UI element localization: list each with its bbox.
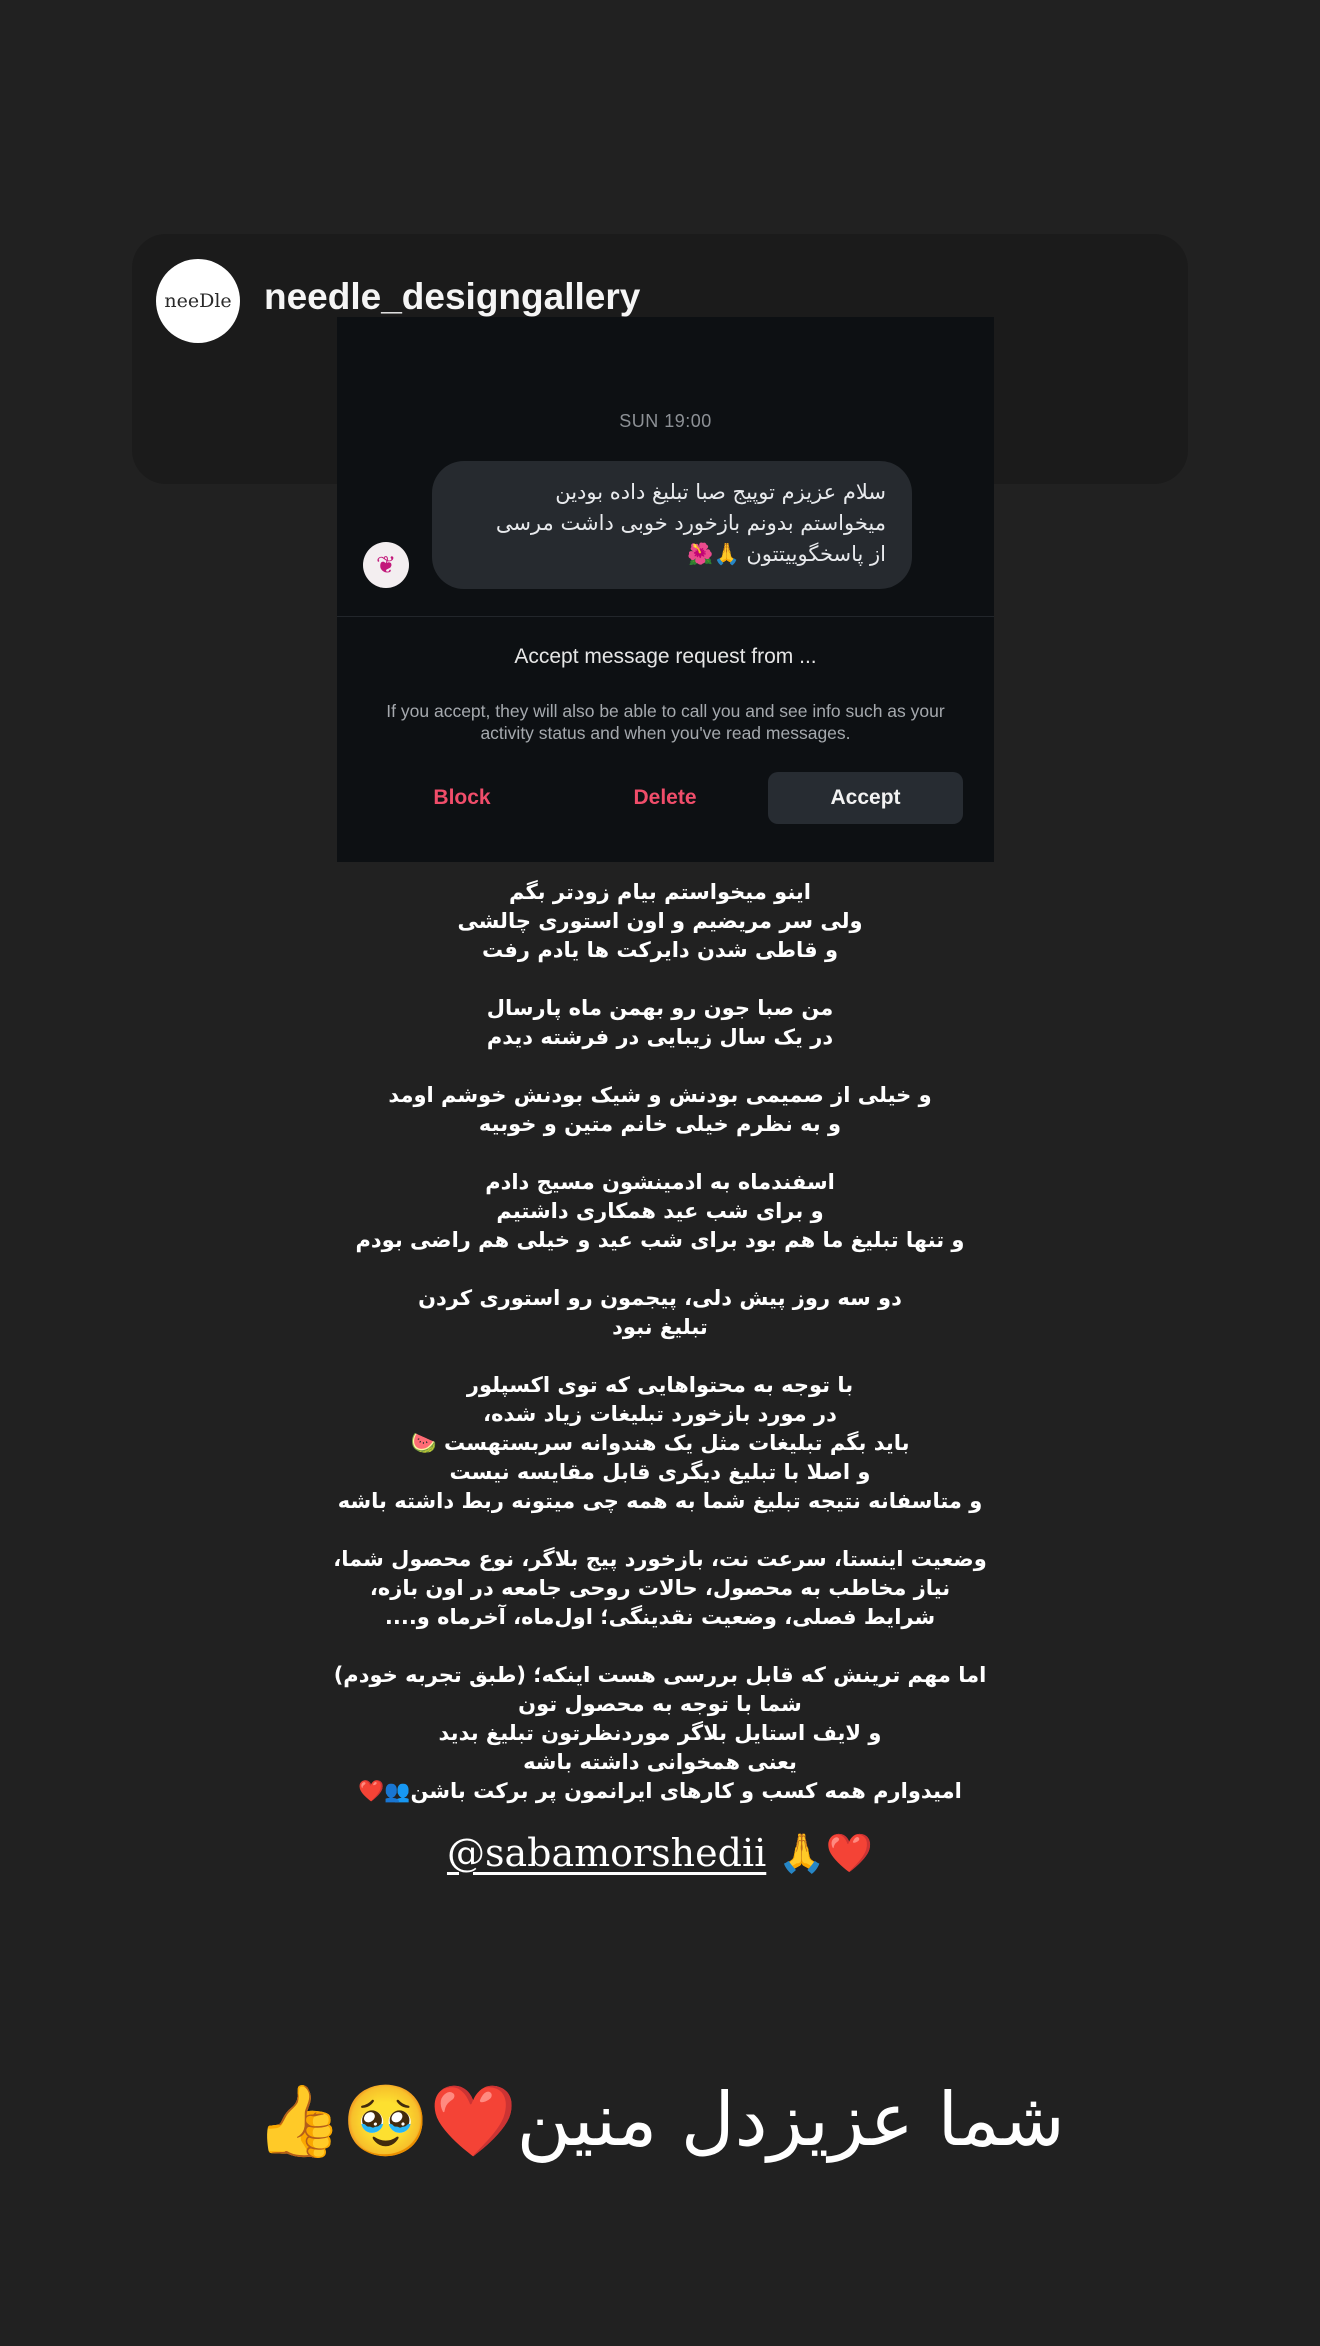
request-title: Accept message request from ... [514,645,817,668]
divider [337,616,994,617]
profile-avatar[interactable] [156,259,240,343]
caption-text: شما عزیزدل منین [516,2077,1065,2163]
message-timestamp: SUN 19:00 [619,411,712,431]
story-body-text: اینو میخواستم بیام زودتر بگم ولی سر مریضیم و اون استوری چالشی و قاطی شدن دایرکت ها یادم رفت من صبا جون رو بهمن ماه پارسال در یک سال زیبایی در فرشته دیدم و خیلی از صمیمی بودنش و شیک بودنش خوشم اومد و به نظرم خیلی خانم متین و خوبیه اسفندماه به ادمینشون مسیج دادم و برای شب عید همکاری داشتیم و تنها تبلیغ ما هم بود برای شب عید و خیلی هم راضی بودم دو سه روز پیش دلی، پیجمون رو استوری کردن تبلیغ نبود با توجه به محتواهایی که توی اکسپلور در مورد بازخورد تبلیغات زیاد شده، باید بگم تبلیغات مثل یک هندوانه سربستهست 🍉 و اصلا با تبلیغ دیگری قابل مقایسه نیست و متاسفانه نتیجه تبلیغ شما به همه چی میتونه ربط داشته باشه وضعیت اینستا، سرعت نت، بازخورد پیج بلاگر، نوع محصول شما، نیاز مخاطب به محصول، حالات روحی جامعه در اون بازه، شرایط فصلی، وضعیت نقدینگی؛ اول‌ماه، آخرماه و.... اما مهم ترینش که قابل بررسی هست اینکه؛ (طبق تجربه خودم) شما با توجه به محصول تون و لایف استایل بلاگر موردنظرتون تبلیغ بدید یعنی همخوانی داشته باشه امیدوارم همه کسب و کارهای ایرانمون پر برکت باشن👥❤️ [333,880,987,1803]
mention-link[interactable]: @sabamorshedii [446,1831,767,1875]
message-text: سلام عزیزم توپیج صبا تبلیغ داده بودین میخواستم بدونم بازخورد خوبی داشت مرسی از پاسخگوییتتون 🙏🌺 [495,480,886,566]
request-note: If you accept, they will also be able to call you and see info such as your activity status and when you've read messages. [386,701,945,743]
caption-emojis: ❤️🥹👍 [255,2080,517,2162]
pray-heart-emojis: 🙏❤️ [778,1831,874,1875]
avatar-logo-text: neeDle [164,290,232,312]
accept-button[interactable]: Accept [768,772,963,824]
dm-screenshot [337,317,994,862]
dancer-icon: ❦ [363,542,409,588]
delete-button[interactable]: Delete [633,786,697,809]
mention-row [0,1828,1320,1878]
message-bubble [432,461,912,589]
caption [0,2065,1320,2176]
block-button[interactable]: Block [433,786,491,809]
username-label[interactable]: needle_designgallery [264,276,641,317]
